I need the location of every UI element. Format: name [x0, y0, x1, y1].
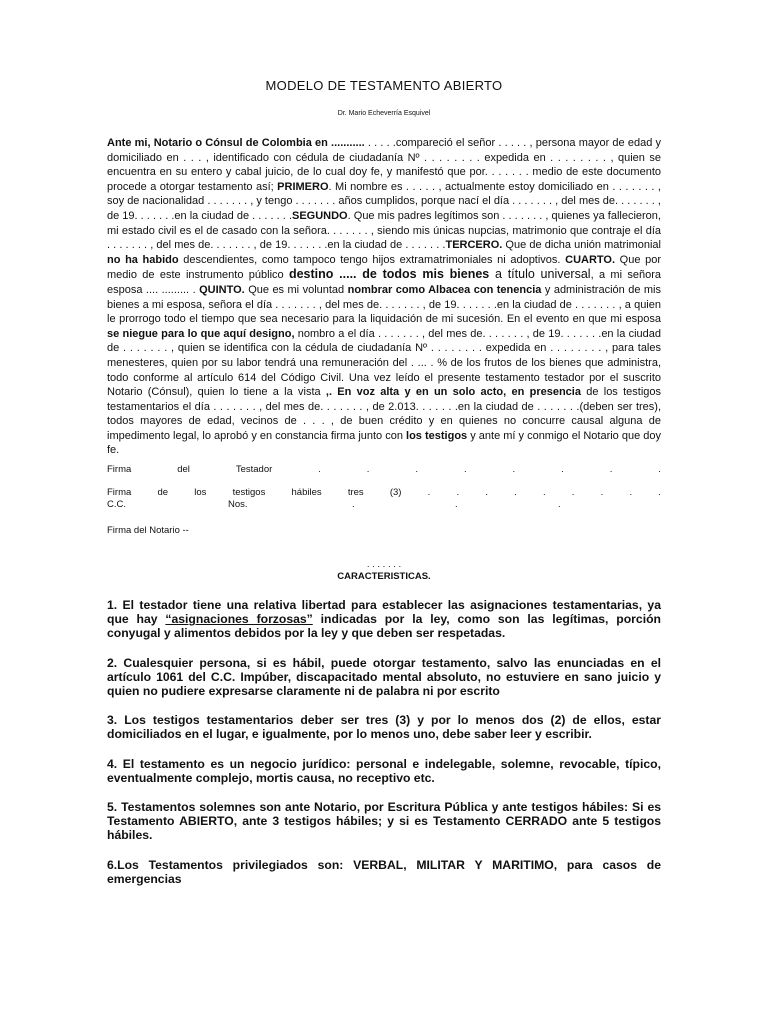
sig-dot: . — [318, 464, 321, 475]
sig-word: Firma — [107, 487, 132, 498]
clause-quinto: QUINTO. — [199, 283, 245, 296]
bold-text: no ha habido — [107, 253, 179, 266]
list-item-5: 5. Testamentos solemnes son ante Notario, por Escritura Pública y ante testigos hábiles: Si es Testamento ABIERTO, ante 3 testigos hábiles; y si es Testamento CERRADO ante 5 testigos hábiles. — [107, 800, 661, 843]
body-text: nombro a el día . . . . . . . , del mes de. . . . . . . , de 19. . . . . . .en la ciudad de . . . . . . . , quien se identifica con la cédula de ciudadanía Nº . . . . . . . . expedida en . . . . . . . . , para tales menesteres, quien por su labor tendrá una remuneración del . ... . % de los frutos de los bienes que administra, todo conforme al artículo 614 del Código Civil. Una vez leído el presente testamento testador por el suscrito Notario (Cónsul), quien lo tiene a la vista — [107, 327, 661, 399]
document-title: MODELO DE TESTAMENTO ABIERTO — [265, 78, 503, 93]
body-text: Que es mi voluntad — [244, 283, 348, 296]
document-author: Dr. Mario Echeverría Esquivel — [337, 110, 431, 117]
underlined-text: “asignaciones forzosas” — [165, 612, 313, 627]
sig-word: del — [177, 464, 190, 475]
clause-cuarto: CUARTO. — [565, 253, 616, 266]
body-text: Que de dicha unión matrimonial — [502, 239, 661, 252]
item-text: 1. El testador tiene una relativa libertad para establecer las asignaciones testamentarias, ya que hay — [107, 598, 661, 627]
list-item-4: 4. El testamento es un negocio jurídico: personal e indelegable, solemne, revocable, típico, eventualmente complejo, mortis causa, no receptivo etc. — [107, 756, 661, 785]
body-text: y administración de mis bienes a mi esposa, señora el día . . . . . . . , del mes de. . . . . . . , de 19. . . . . . .en la ciudad de . . . . . . . , a quien le prorrogo todo el tiempo que sea necesario para la liquidación de mi sucesión. En el evento en que mi esposa — [107, 283, 661, 326]
sig-dot: . — [609, 464, 613, 475]
signature-testigos — [107, 487, 661, 511]
sig-dot: . — [561, 464, 564, 475]
body-text: descendientes, como tampoco tengo hijos extramatrimoniales ni adoptivos. — [178, 253, 566, 266]
cc-row — [107, 499, 661, 511]
bold-text: los testigos — [406, 429, 468, 442]
dots-separator: . . . . . . . — [366, 559, 402, 570]
bold-text: se niegue para lo que aquí designo, — [107, 327, 295, 340]
characteristics-list — [107, 598, 661, 901]
sig-word: Testador — [235, 464, 273, 475]
sig-word: los — [194, 487, 207, 498]
intro-bold: Ante mi, Notario o Cónsul de Colombia en ........... — [107, 137, 365, 149]
body-text: . Que mis padres legítimos son . . . . . . . , quienes ya fallecieron, mi estado civil es el de casado con la señora. . . . . . . , siendo mis únicas nupcias, matrimonio que contraje el día . . . . . . . , del mes de. . . . . . . , de 19. . . . . . .en la ciudad de . . . . . . . — [107, 209, 661, 252]
cc-label: C.C. — [107, 499, 126, 510]
sig-dot: . — [658, 487, 661, 498]
signature-row — [107, 464, 661, 476]
sig-dot: . — [366, 464, 370, 475]
item-text: indicadas por la ley, como son las legítimas, porción conyugal y alimentos debidos por la ley y que deben ser respetadas. — [107, 612, 661, 641]
sig-dot: . — [542, 487, 546, 498]
sig-dot: . — [514, 487, 517, 498]
sig-dot: . — [463, 464, 467, 475]
body-text: , a mi señora esposa .... ......... . — [107, 269, 661, 296]
sig-dot: . — [427, 487, 431, 498]
body-text: Que por medio de este instrumento público — [107, 253, 661, 282]
sig-dot: . — [512, 464, 516, 475]
sig-dot: . — [600, 487, 604, 498]
sig-dot: . — [415, 464, 419, 475]
sig-dot: . — [571, 487, 575, 498]
sig-dot: . — [629, 487, 633, 498]
sig-dot: . — [352, 499, 355, 510]
clause-segundo: SEGUNDO — [292, 209, 348, 222]
sig-word: (3) — [389, 487, 402, 498]
clause-tercero: TERCERO. — [445, 239, 503, 252]
sig-dot: . — [456, 487, 460, 498]
signature-row — [107, 487, 661, 499]
sig-dot: . — [455, 499, 458, 510]
sig-word: testigos — [232, 487, 266, 498]
bold-text: nombrar como Albacea con tenencia — [347, 283, 542, 296]
body-text: . . . . .compareció el señor . . . . . , persona mayor de edad y domiciliado en . . . , identificado con cédula de ciudadanía Nº . . . . . . . . expedida en . . . . . . . . , quien se encuentra en su entero y cabal juicio, de lo cual doy fe, y manifestó que por. . . . . . . medio de este documento procede a otorgar testamento así; — [107, 137, 661, 193]
signature-notario: Firma del Notario -- — [107, 525, 189, 536]
body-text: y ante mí y conmigo el Notario que doy fe. — [107, 429, 661, 457]
list-item-1 — [107, 598, 661, 641]
sig-word: Firma — [107, 464, 132, 475]
bold-text: destino ..... de todos mis bienes — [288, 267, 490, 282]
signature-testador — [107, 464, 661, 476]
sig-word: de — [157, 487, 169, 498]
sig-dot: . — [658, 464, 661, 475]
sig-dot: . — [558, 499, 561, 510]
nos-label: Nos. — [228, 499, 248, 510]
body-text: . Mi nombre es . . . . . , actualmente estoy domiciliado en . . . . . . . , soy de nacionalidad . . . . . . . , y tengo . . . . . . . años cumplidos, porque nací el día . . . . . . . , del mes de. . . . . . . , de 19. . . . . . .en la ciudad de . . . . . . . — [107, 180, 661, 222]
large-text: a título universal — [489, 267, 591, 282]
section-title: CARACTERISTICAS. — [337, 571, 431, 582]
list-item-6: 6.Los Testamentos privilegiados son: VERBAL, MILITAR Y MARITIMO, para casos de emergencias — [107, 857, 661, 886]
list-item-3: 3. Los testigos testamentarios deber ser tres (3) y por lo menos dos (2) de ellos, estar domiciliados en el lugar, e igualmente, por lo menos uno, debe saber leer y escribir. — [107, 713, 661, 742]
body-text: de los testigos testamentarios el día . . . . . . . , del mes de. . . . . . . , de 2.013. . . . . . .en la ciudad de . . . . . . .(deben ser tres), todos mayores de edad, vecinos de . . . , de buen crédito y en quienes no concurre causal alguna de impedimento legal, lo aprobó y en constancia firma junto con — [107, 386, 661, 442]
sig-dot: . — [485, 487, 488, 498]
sig-word: tres — [347, 487, 364, 498]
bold-text: ,. En voz alta y en un solo acto, en presencia — [325, 386, 581, 399]
testament-body — [107, 136, 661, 458]
list-item-2: 2. Cualesquier persona, si es hábil, puede otorgar testamento, salvo las enunciadas en el artículo 1061 del C.C. Impúber, discapacitado mental absoluto, no estuviere en sano juicio y quien no pudiere expresarse claramente ni de palabra ni por escrito — [107, 655, 661, 699]
clause-primero: PRIMERO — [277, 180, 329, 193]
sig-word: hábiles — [291, 487, 322, 498]
